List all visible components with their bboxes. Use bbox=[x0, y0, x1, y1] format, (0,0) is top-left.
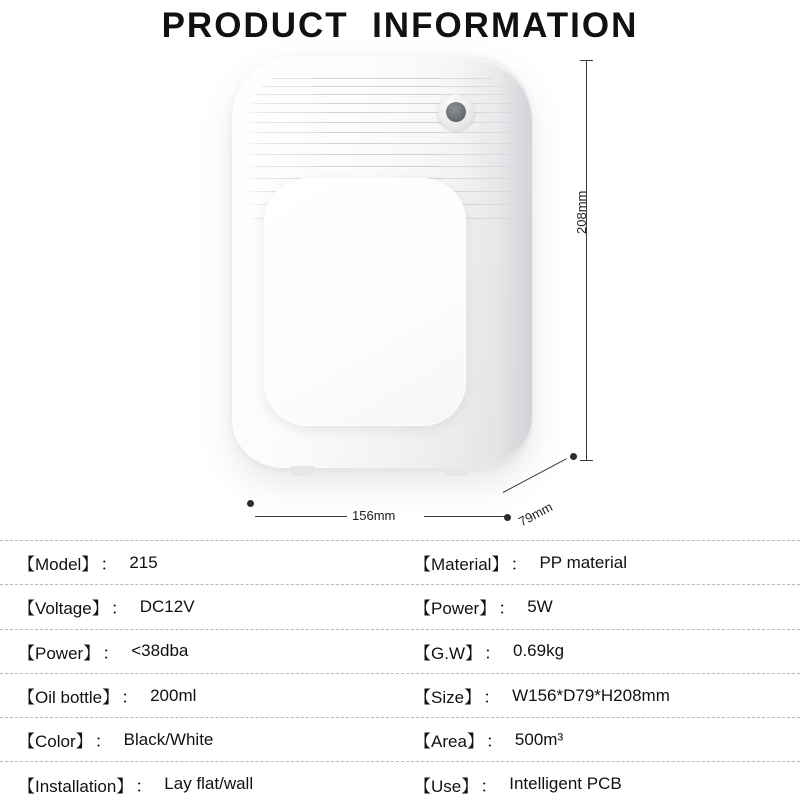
product-image bbox=[0, 48, 800, 540]
spec-value: Intelligent PCB bbox=[509, 774, 622, 794]
spec-key: 【Area】 bbox=[414, 732, 484, 752]
spec-key: 【Installation】 bbox=[18, 776, 134, 796]
spec-key: 【Material】 bbox=[414, 555, 509, 575]
spec-cell-oil-bottle bbox=[0, 683, 396, 708]
spec-colon: ： bbox=[485, 732, 503, 752]
width-dimension-dot-left bbox=[247, 500, 254, 507]
height-dimension-line bbox=[586, 60, 587, 460]
spec-value: Lay flat/wall bbox=[164, 774, 254, 794]
spec-cell-power-watt bbox=[396, 594, 800, 619]
power-button-icon bbox=[438, 94, 474, 130]
depth-dimension-label: 79mm bbox=[516, 499, 555, 530]
width-dimension-label: 156mm bbox=[352, 508, 396, 523]
spec-key: 【Model】 bbox=[18, 555, 99, 575]
table-row bbox=[0, 718, 800, 762]
table-row bbox=[0, 585, 800, 629]
spec-value: 500m³ bbox=[514, 729, 564, 749]
spec-cell-size bbox=[396, 683, 800, 708]
spec-value: 5W bbox=[527, 596, 553, 616]
spec-key: 【G.W】 bbox=[414, 643, 482, 663]
spec-cell-material bbox=[396, 550, 800, 575]
page-title: PRODUCT INFORMATION bbox=[161, 6, 639, 45]
spec-colon: ： bbox=[102, 643, 120, 663]
specs-table bbox=[0, 540, 800, 801]
spec-colon: ： bbox=[135, 776, 153, 796]
height-dimension-tick-top bbox=[580, 60, 593, 61]
spec-cell-use bbox=[396, 772, 800, 797]
device-illustration bbox=[232, 56, 532, 468]
spec-key: 【Power】 bbox=[414, 599, 497, 619]
spec-cell-voltage bbox=[0, 594, 396, 619]
spec-value: DC12V bbox=[139, 596, 195, 616]
spec-colon: ： bbox=[510, 555, 528, 575]
spec-value: 200ml bbox=[150, 685, 197, 705]
width-dimension-line-right bbox=[424, 516, 508, 517]
spec-colon: ： bbox=[100, 555, 118, 575]
spec-value: <38dba bbox=[131, 641, 189, 661]
spec-colon: ： bbox=[483, 688, 501, 708]
spec-cell-color bbox=[0, 727, 396, 752]
spec-colon: ： bbox=[484, 643, 501, 663]
spec-value: Black/White bbox=[123, 729, 214, 749]
spec-key: 【Power】 bbox=[18, 643, 101, 663]
device-front-panel bbox=[264, 178, 466, 426]
depth-dimension-dot bbox=[570, 453, 577, 460]
width-dimension-line-left bbox=[255, 516, 347, 517]
spec-cell-noise bbox=[0, 639, 396, 664]
table-row bbox=[0, 762, 800, 805]
spec-colon: ： bbox=[121, 688, 139, 708]
spec-cell-installation bbox=[0, 772, 396, 797]
spec-colon: ： bbox=[94, 732, 112, 752]
device-foot-left bbox=[290, 466, 314, 476]
spec-value: 215 bbox=[129, 552, 158, 572]
spec-value: PP material bbox=[539, 552, 628, 572]
spec-colon: ： bbox=[480, 776, 498, 796]
spec-key: 【Size】 bbox=[414, 688, 482, 708]
table-row bbox=[0, 674, 800, 718]
spec-value: 0.69kg bbox=[513, 641, 565, 661]
table-row bbox=[0, 630, 800, 674]
spec-key: 【Voltage】 bbox=[18, 599, 109, 619]
spec-key: 【Color】 bbox=[18, 732, 93, 752]
spec-cell-model bbox=[0, 550, 396, 575]
spec-colon: ： bbox=[110, 599, 128, 619]
spec-key: 【Oil bottle】 bbox=[18, 688, 120, 708]
height-dimension-label: 208mm bbox=[574, 190, 589, 234]
spec-cell-area bbox=[396, 727, 800, 752]
spec-value: W156*D79*H208mm bbox=[512, 685, 670, 705]
height-dimension-tick-bottom bbox=[580, 460, 593, 461]
table-row bbox=[0, 541, 800, 585]
spec-key: 【Use】 bbox=[414, 776, 479, 796]
width-dimension-dot-right bbox=[504, 514, 511, 521]
device-foot-right bbox=[444, 466, 468, 476]
spec-colon: ： bbox=[498, 599, 516, 619]
spec-cell-gross-weight bbox=[396, 639, 800, 664]
